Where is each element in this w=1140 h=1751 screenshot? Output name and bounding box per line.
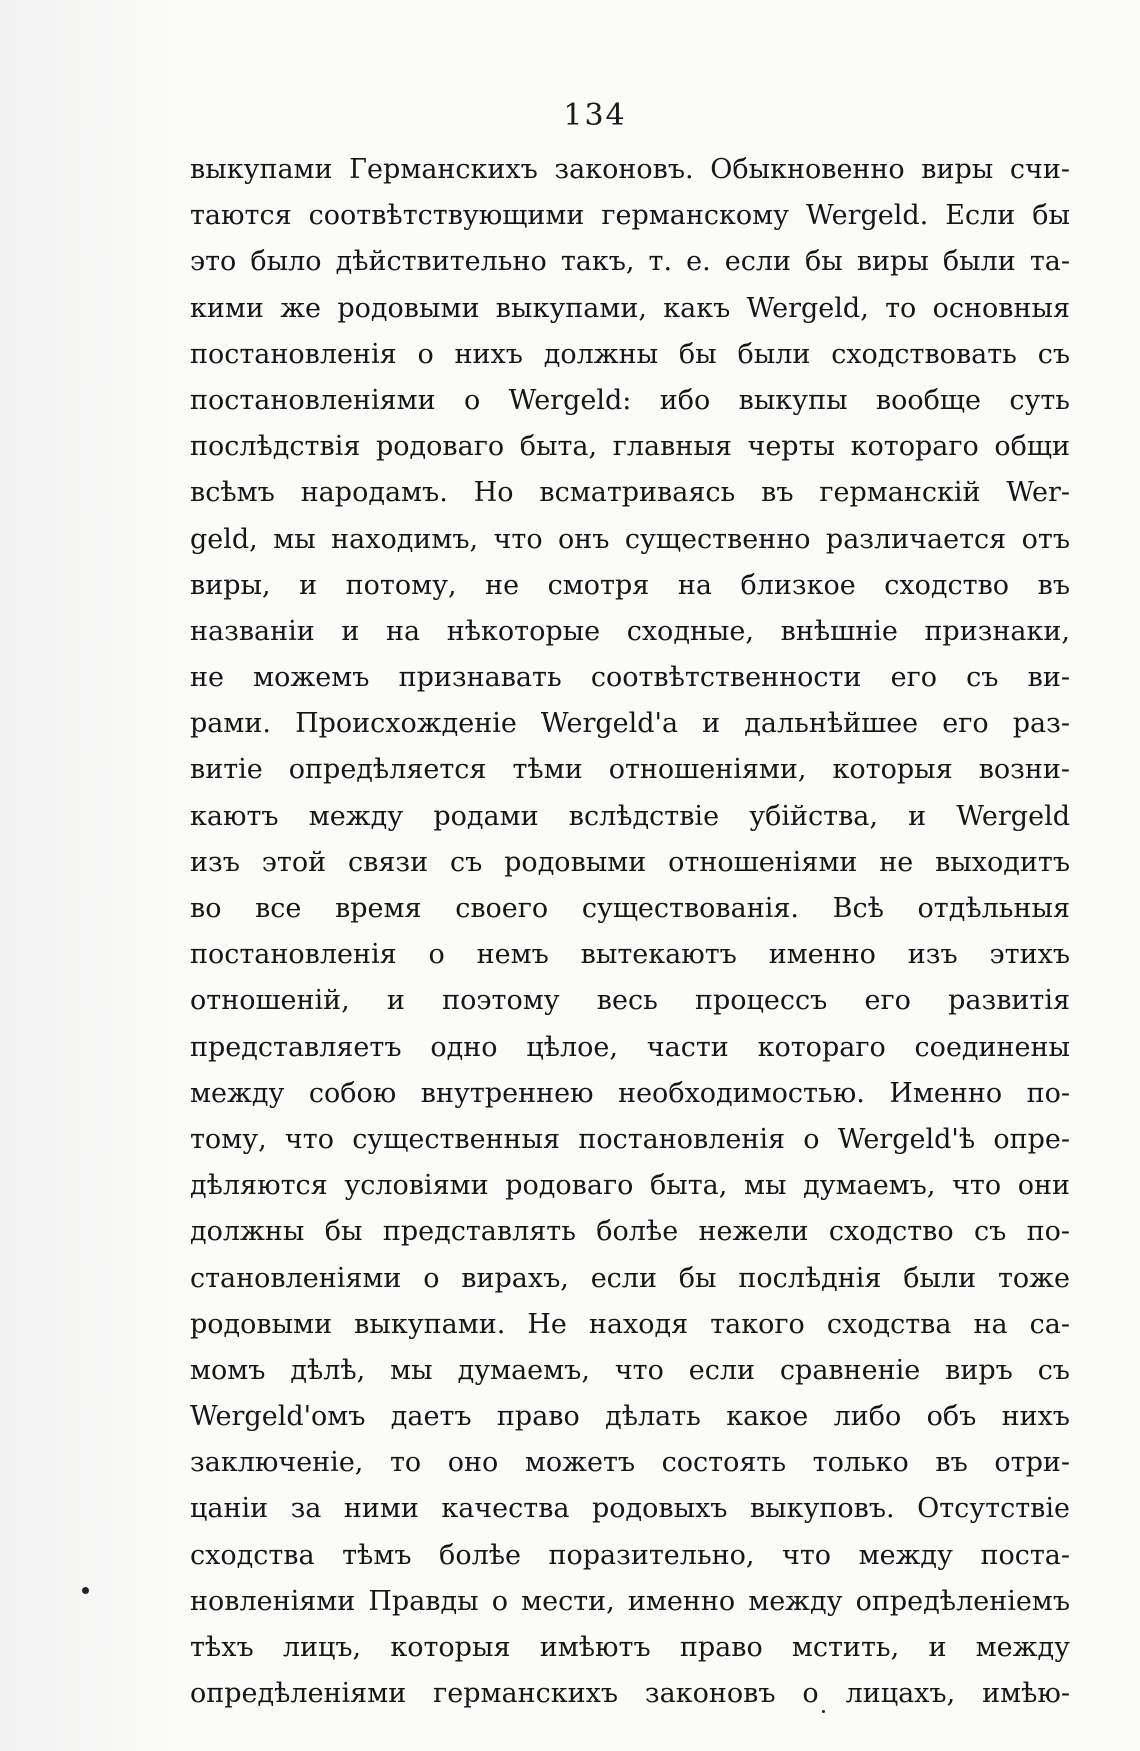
body-text: [190, 147, 1070, 1717]
text-line: geld, мы находимъ, что онъ существенно различается отъ: [190, 523, 1070, 555]
text-line: виры, и потому, не смотря на близкое сходство въ: [190, 569, 1070, 601]
text-line: тому, что существенныя постановленія о Wergeld'ѣ опре-: [190, 1123, 1070, 1155]
text-line: витіе опредѣляется тѣми отношеніями, которыя возни-: [190, 754, 1070, 786]
text-line: во все время своего существованія. Всѣ отдѣльныя: [190, 893, 1070, 924]
page-gutter-shadow: [0, 0, 180, 1751]
ink-speck: [822, 1710, 825, 1713]
text-line: выкупами Германскихъ законовъ. Обыкновенно виры счи-: [190, 154, 1070, 185]
text-line: названіи и на нѣкоторые сходные, внѣшніе признаки,: [190, 615, 1070, 647]
text-line: изъ этой связи съ родовыми отношеніями не выходитъ: [190, 846, 1070, 878]
text-line: рами. Происхожденіе Wergeld'а и дальнѣйшее его раз-: [190, 708, 1070, 740]
text-line: постановленіями о Wergeld: ибо выкупы вообще суть: [190, 384, 1070, 416]
text-line: постановленія о нихъ должны бы были сходствовать съ: [190, 338, 1070, 370]
text-line: новленіями Правды о мести, именно между опредѣленіемъ: [190, 1585, 1070, 1617]
text-line: момъ дѣлѣ, мы думаемъ, что если сравненіе виръ съ: [190, 1354, 1070, 1386]
text-line: опредѣленіями германскихъ законовъ о лицахъ, имѣю-: [190, 1678, 1070, 1710]
text-line: Wergeld'омъ даетъ право дѣлать какое либо объ нихъ: [190, 1401, 1070, 1433]
ink-speck: [82, 1587, 89, 1594]
text-line: должны бы представлять болѣе нежели сходство съ по-: [190, 1216, 1070, 1248]
text-line: дѣляются условіями родоваго быта, мы думаемъ, что они: [190, 1170, 1070, 1202]
text-line: представляетъ одно цѣлое, части котораго соединены: [190, 1031, 1070, 1063]
text-line: кими же родовыми выкупами, какъ Wergeld, то основныя: [190, 292, 1070, 324]
text-line: сходства тѣмъ болѣе поразительно, что между поста-: [190, 1539, 1070, 1571]
text-line: тѣхъ лицъ, которыя имѣютъ право мстить, и между: [190, 1632, 1070, 1663]
text-line: всѣмъ народамъ. Но всматриваясь въ германскій Wer-: [190, 477, 1070, 509]
page-number: 134: [563, 98, 627, 133]
text-line: родовыми выкупами. Не находя такого сходства на са-: [190, 1308, 1070, 1340]
text-line: послѣдствія родоваго быта, главныя черты котораго общи: [190, 431, 1070, 463]
text-line: таются соотвѣтствующими германскому Wergeld. Если бы: [190, 200, 1070, 232]
text-line: цаніи за ними качества родовыхъ выкуповъ. Отсутствіе: [190, 1493, 1070, 1525]
text-line: постановленія о немъ вытекаютъ именно изъ этихъ: [190, 939, 1070, 971]
text-line: становленіями о вирахъ, если бы послѣднія были тоже: [190, 1262, 1070, 1294]
text-line: отношеній, и поэтому весь процессъ его развитія: [190, 985, 1070, 1017]
text-line: заключеніе, то оно можетъ состоять только въ отри-: [190, 1447, 1070, 1479]
text-line: между собою внутреннею необходимостью. Именно по-: [190, 1077, 1070, 1109]
text-line: это было дѣйствительно такъ, т. е. если бы виры были та-: [190, 246, 1070, 278]
text-line: не можемъ признавать соотвѣтственности его съ ви-: [190, 662, 1070, 694]
text-line: каютъ между родами вслѣдствіе убійства, и Wergeld: [190, 800, 1070, 832]
